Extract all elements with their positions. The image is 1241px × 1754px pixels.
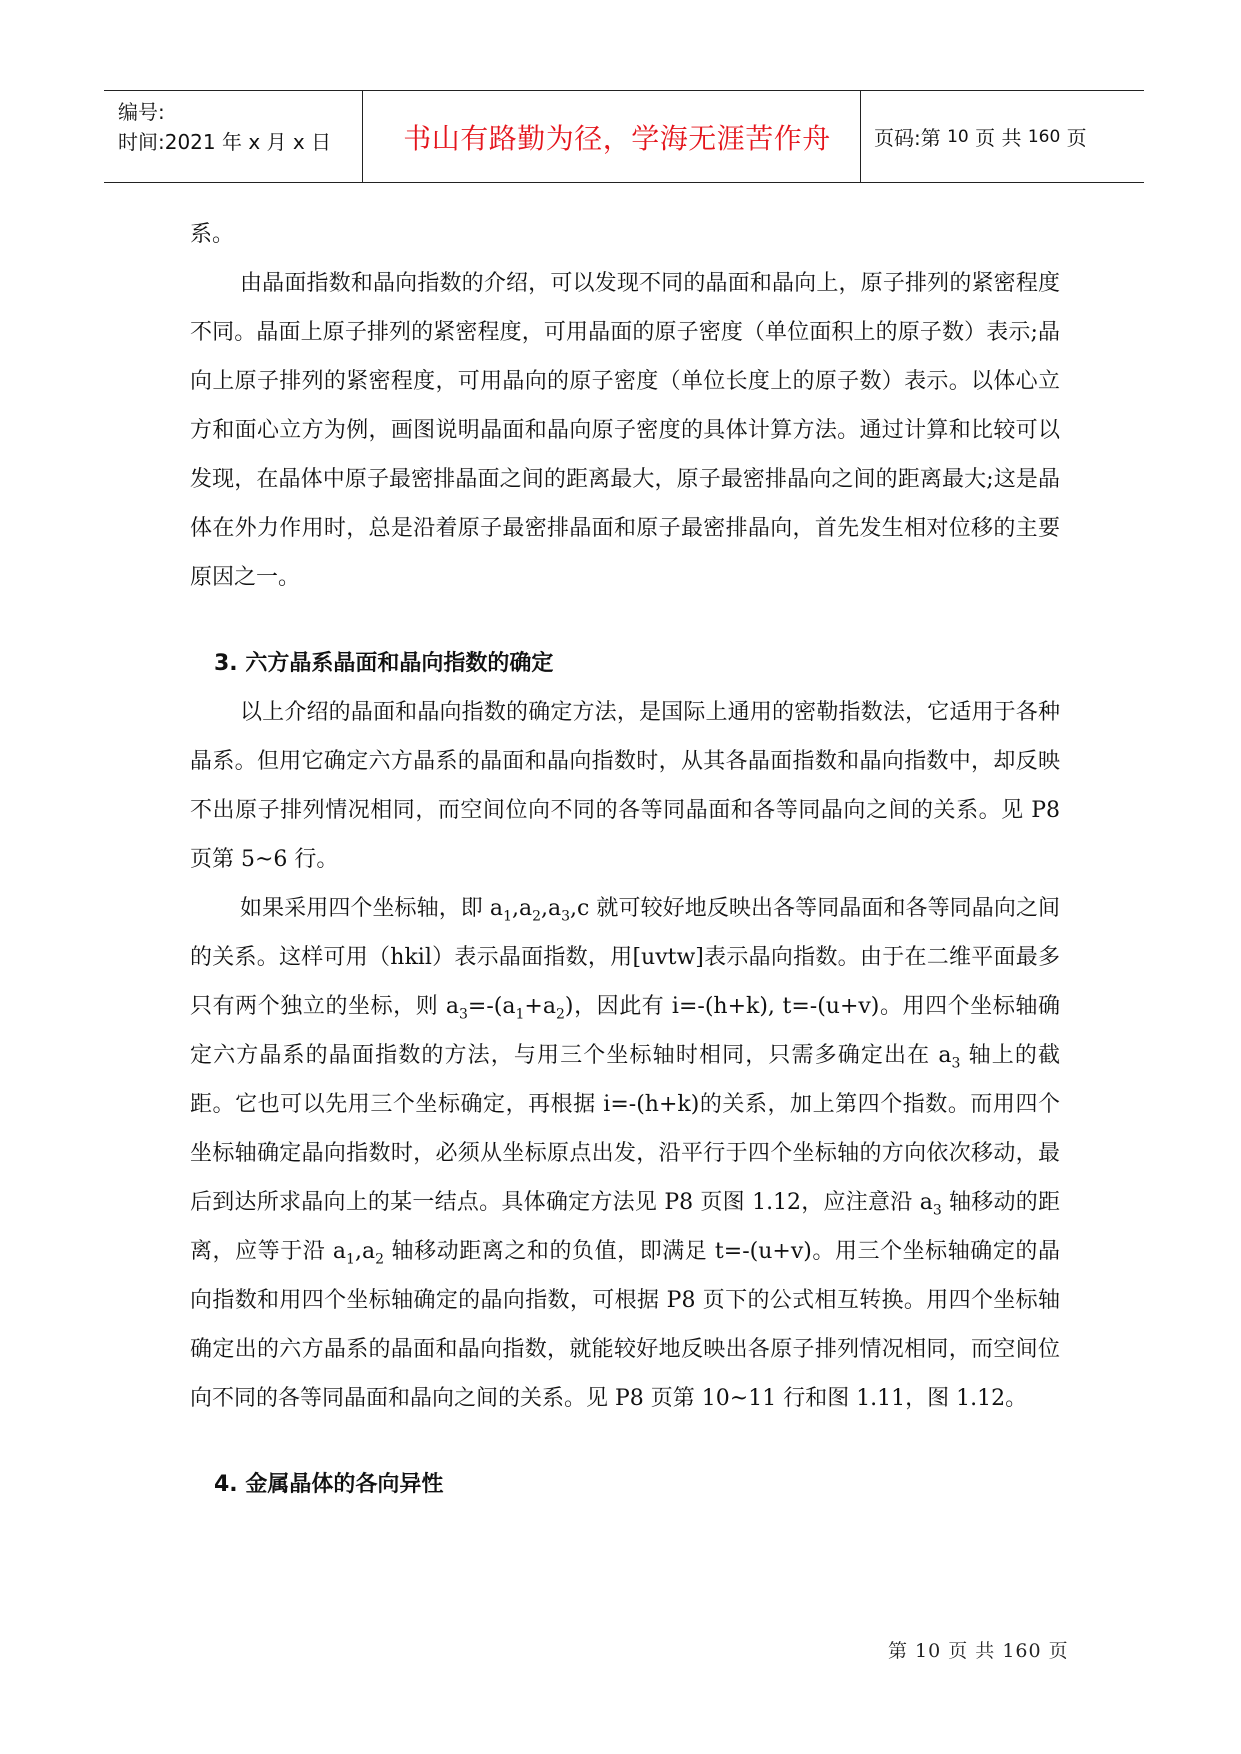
document-time-label: 时间:2021 年 x 月 x 日	[118, 130, 332, 154]
page-number: 10	[947, 126, 969, 147]
page-footer: 第 10 页 共 160 页	[888, 1640, 1069, 1662]
paragraph-continuation: 系。	[190, 222, 235, 247]
paragraph-four-axis: 如果采用四个坐标轴，即 $a_1,a_2,a_3,c$ 就可较好地反映出各等同晶面和各等同晶向之间的关系。这样可用（hkil）表示晶面指数，用[uvtw]表示晶向指数。由于在二维平面最多只有两个独立的坐标，则 $a_3=-(a_1+a_2)$，因此有 i=-(h+k), t=-(u+v)。用四个坐标轴确定六方晶系的晶面指数的方法，与用三个坐标轴时相同，只需多确定出在 $a_3$ 轴上的截距。它也可以先用三个坐标确定，再根据 i=-(h+k)的关系，加上第四个指数。而用四个坐标轴确定晶向指数时，必须从坐标原点出发，沿平行于四个坐标轴的方向依次移动，最后到达所求晶向上的某一结点。具体确定方法见 P8 页图 1.12，应注意沿 $a_3$ 轴移动的距离，应等于沿 $a_1,a_2$ 轴移动距离之和的负值，即满足 t=-(u+v)。用三个坐标轴确定的晶向指数和用四个坐标轴确定的晶向指数，可根据 P8 页下的公式相互转换。用四个坐标轴确定出的六方晶系的晶面和晶向指数，就能较好地反映出各原子排列情况相同，而空间位向不同的各等同晶面和晶向之间的关系。见 P8 页第 10~11 行和图 1.11，图 1.12。	[190, 896, 1060, 1411]
paragraph-miller-index: 以上介绍的晶面和晶向指数的确定方法，是国际上通用的密勒指数法，它适用于各种晶系。但用它确定六方晶系的晶面和晶向指数时，从其各晶面指数和晶向指数中，却反映不出原子排列情况相同，而空间位向不同的各等同晶面和各等同晶向之间的关系。见 P8 页第 5~6 行。	[190, 700, 1060, 872]
page-total: 160	[1027, 126, 1061, 147]
section-heading-3: 3. 六方晶系晶面和晶向指数的确定	[214, 651, 554, 676]
page-suffix: 页	[1066, 126, 1087, 150]
page-header	[104, 90, 1144, 183]
page-prefix: 页码:第	[874, 126, 941, 150]
paragraph-atomic-density: 由晶面指数和晶向指数的介绍，可以发现不同的晶面和晶向上，原子排列的紧密程度不同。晶面上原子排列的紧密程度，可用晶面的原子密度（单位面积上的原子数）表示;晶向上原子排列的紧密程度，可用晶向的原子密度（单位长度上的原子数）表示。以体心立方和面心立方为例，画图说明晶面和晶向原子密度的具体计算方法。通过计算和比较可以发现，在晶体中原子最密排晶面之间的距离最大，原子最密排晶向之间的距离最大;这是晶体在外力作用时，总是沿着原子最密排晶面和原子最密排晶向，首先发生相对位移的主要原因之一。	[190, 271, 1060, 590]
header-motto: 书山有路勤为径，学海无涯苦作舟	[403, 121, 831, 155]
page-mid: 页 共	[975, 126, 1022, 150]
document-number-label: 编号:	[118, 100, 165, 124]
section-heading-4: 4. 金属晶体的各向异性	[214, 1472, 444, 1497]
document-body	[190, 210, 1060, 1509]
header-divider-left	[362, 91, 363, 182]
header-page-info	[874, 91, 1144, 182]
header-meta	[118, 97, 368, 157]
header-divider-right	[860, 91, 861, 182]
